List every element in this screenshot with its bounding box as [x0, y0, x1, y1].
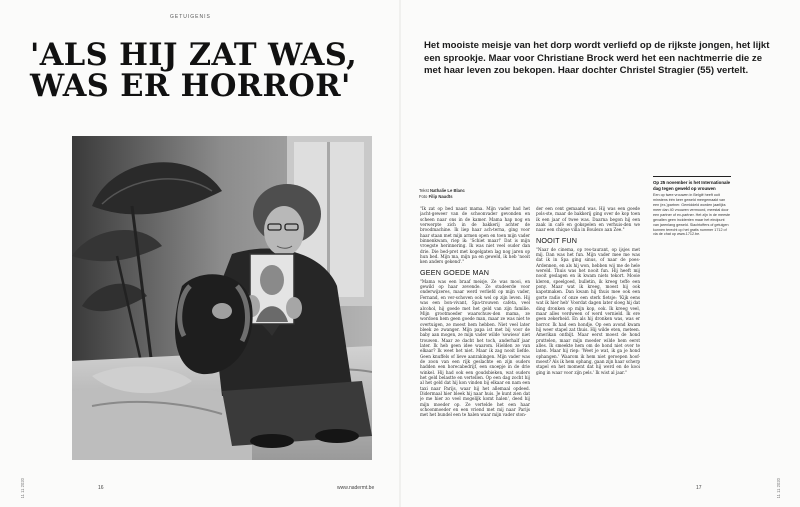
subheading: GEEN GOEDE MAN	[420, 267, 490, 277]
info-box-title: Op 25 november is het Internationale dag tegen geweld op vrouwen	[653, 180, 731, 191]
footer-url: www.nadermt.be	[337, 485, 375, 491]
issue-date-left: 11 11 2020	[20, 478, 25, 499]
headline	[30, 37, 400, 104]
section-label: GETUIGENIS	[170, 14, 211, 20]
info-box-text: Een op twee vrouwen in België heeft ooit minstens één keer geweld meegemaakt van een (ex-)partner. Gemiddeld worden jaarlijks meer dan 40 vrouwen vermoord, meestal door een partner of ex-partner. Het zijn in de meeste gevallen geen incidenten maar het eindpunt van jarenlang geweld. Slachtoffers of getuigen kunnen terecht op het gratis nummer 1712 of via de chat op www.1712.be.	[653, 193, 731, 237]
article-column-2	[536, 206, 640, 504]
paragraph: "Ik zat op bed naast mama. Mijn vader had het jacht-geweer van de schoonvader gevonden en scheen naar ons in de kamer. Mama hap nog en verwerpte zich in de bakkerij achter de broodmachine. Ik liep haar ach-terna, ging voor haar staan met mijn armen open en toen mijn vader binnenkwam, riep ik: 'Schiet maar!' Dat is mijn vroegste herinnering. Ik was niet veel ouder dan drie. Die bed-pret met kogelgaten lag nog jaren op hun bed. Mijn ma, mijn pa en geweld, ik heb 'nooit ken anders gekend'."	[420, 206, 530, 265]
credit-text-label: Tekst	[419, 188, 429, 193]
credits	[419, 188, 465, 200]
headline-line-1: 'ALS HIJ ZAT WAS,	[30, 37, 358, 73]
credit-text-author: Nathalie Le Blanc	[429, 188, 465, 193]
intro-lead: Het mooiste meisje van het dorp wordt verliefd op de rijkste jongen, het lijkt een sprookje. Maar voor Christiane Brock werd het een nachtmerrie die ze met haar leven zou bekopen. Haar dochter Christel Stragier (55) vertelt.	[424, 40, 770, 77]
portrait-photo-illustration	[72, 136, 372, 460]
headline-line-2: WAS ER HORROR'	[30, 68, 351, 104]
issue-date-right: 11 11 2020	[776, 478, 781, 499]
credit-photo-author: Filip Naudts	[428, 194, 453, 199]
article-column-1	[420, 206, 530, 504]
paragraph: "Naar de cinema, op res-taurant, op ijsjes met mij. Dan was het fun. Mijn vader mee me was dat ik in Spa ging sinus, of naar de poes-Ardennen, en als hij won, hebben wij me de hele wereld. Thuis was het nooit fun. Hij heeft mij nooit geslagen en ik kwam niets tekort. Mooie kleren, speelgoed, bulletin, ik kreeg teffe een pony. Maar wat ik kreeg, moest hij ook kapotmaken. Dan kwam hij thuis mee ook een gorte radio of onze een sterk fietsje: 'Kijk eens wat ik hier heb' Voordat dagen later sloeg hij dat ding dronken op mijn kop, ook. Ik kreeg veel, maar alles verdween of werd vernield. Ik ere geen zekerheid. En als hij dronken was, was er horror. Ik had een hondje. Op een avond kwam hij weer stapel zat thuis. Hij wilde eten, meteen. Amerikan ontbijt. Maar eerst moest de hond pruttelen, maar mijn moeder wilde hem eerst alles. Ik smeekte hem om de hond niet over te laten. Maar hij riep: 'Weet je wat, ik ga je hond ophangen.' Waarom ik hem niet geroepen hoof-moest? Als ik hem ophang, gaan zijn haar scherp stapel en het moment dat hij werd en de kooi ging in waar voor zijn pels.' Ik wist al jaar."	[536, 246, 640, 375]
page-number-right: 17	[696, 485, 702, 491]
credit-photo-label: Foto	[419, 194, 428, 199]
paragraph: der een cent gemaand was. Hij was een goede pols-ste, maar de bakkerij ging over de kop toen ik een jaar of twee was. Daarna begon hij een zaak in café en gokspelen en verhuis-den we naar een chique villa in Boulezo aan Zee."	[536, 206, 640, 233]
info-box	[653, 176, 731, 266]
credit-photo	[419, 194, 465, 200]
page-number-left: 16	[98, 485, 104, 491]
paragraph: "Mama was een braaf meisje. Ze was mooi, en gewild op haar zevende. Ze studeerde voor onderwijzeres, maar werd verliefd op mijn vader, Fernand, en ver-schoven ook wel op zijn leven. Hij was een bon-vivant, Spa-trouwen cafeta, veel alcohol, hij goede met het geld van zijn familie. Mijn grootmoeder waarschuw-den mama, ze wordoen hem geen goede man, maar ze was niet te overtuigen, ze moest hem hebben. Niet veel later bleek ze zwanger. Mijn papa ist met bij voor de baby aan mogen, ze mijn vader wilde 'sowieso' niet trouwen. Maar ze dacht het toch, anderhalf jaar later. Ik heb geen idee waarom. Hielden ze van elkaar? Ik weet het niet. Maar ik zag nooit liefde. Geen knuffels of lieve aanrakingen. Mijn vader was de zoon van een rijk geslachte en zijn ouders hadden een horecabedrijf, een snoepje in de drie winkel. Hij had ook een goudsbieken, wat ouders het geld belastte en vertellen. Op een dag zocht hij al het geld dat hij kon vinden bij elkaar en nam een taxi naar Parijs, waar hij het allemaal opdeed. Didermaal hier bleek hij naar huis. Je kunt zien dat je me hier zo veel mogelijk komt halen', deed hij mijn moeder op. Ze vertelde het een haar schoonmoeder en een vriend met mij naar Parijs met het bundel een te halen waar mijn vader ston-	[420, 278, 530, 418]
portrait-photo	[72, 136, 372, 460]
subheading: NOOIT FUN	[536, 235, 578, 245]
